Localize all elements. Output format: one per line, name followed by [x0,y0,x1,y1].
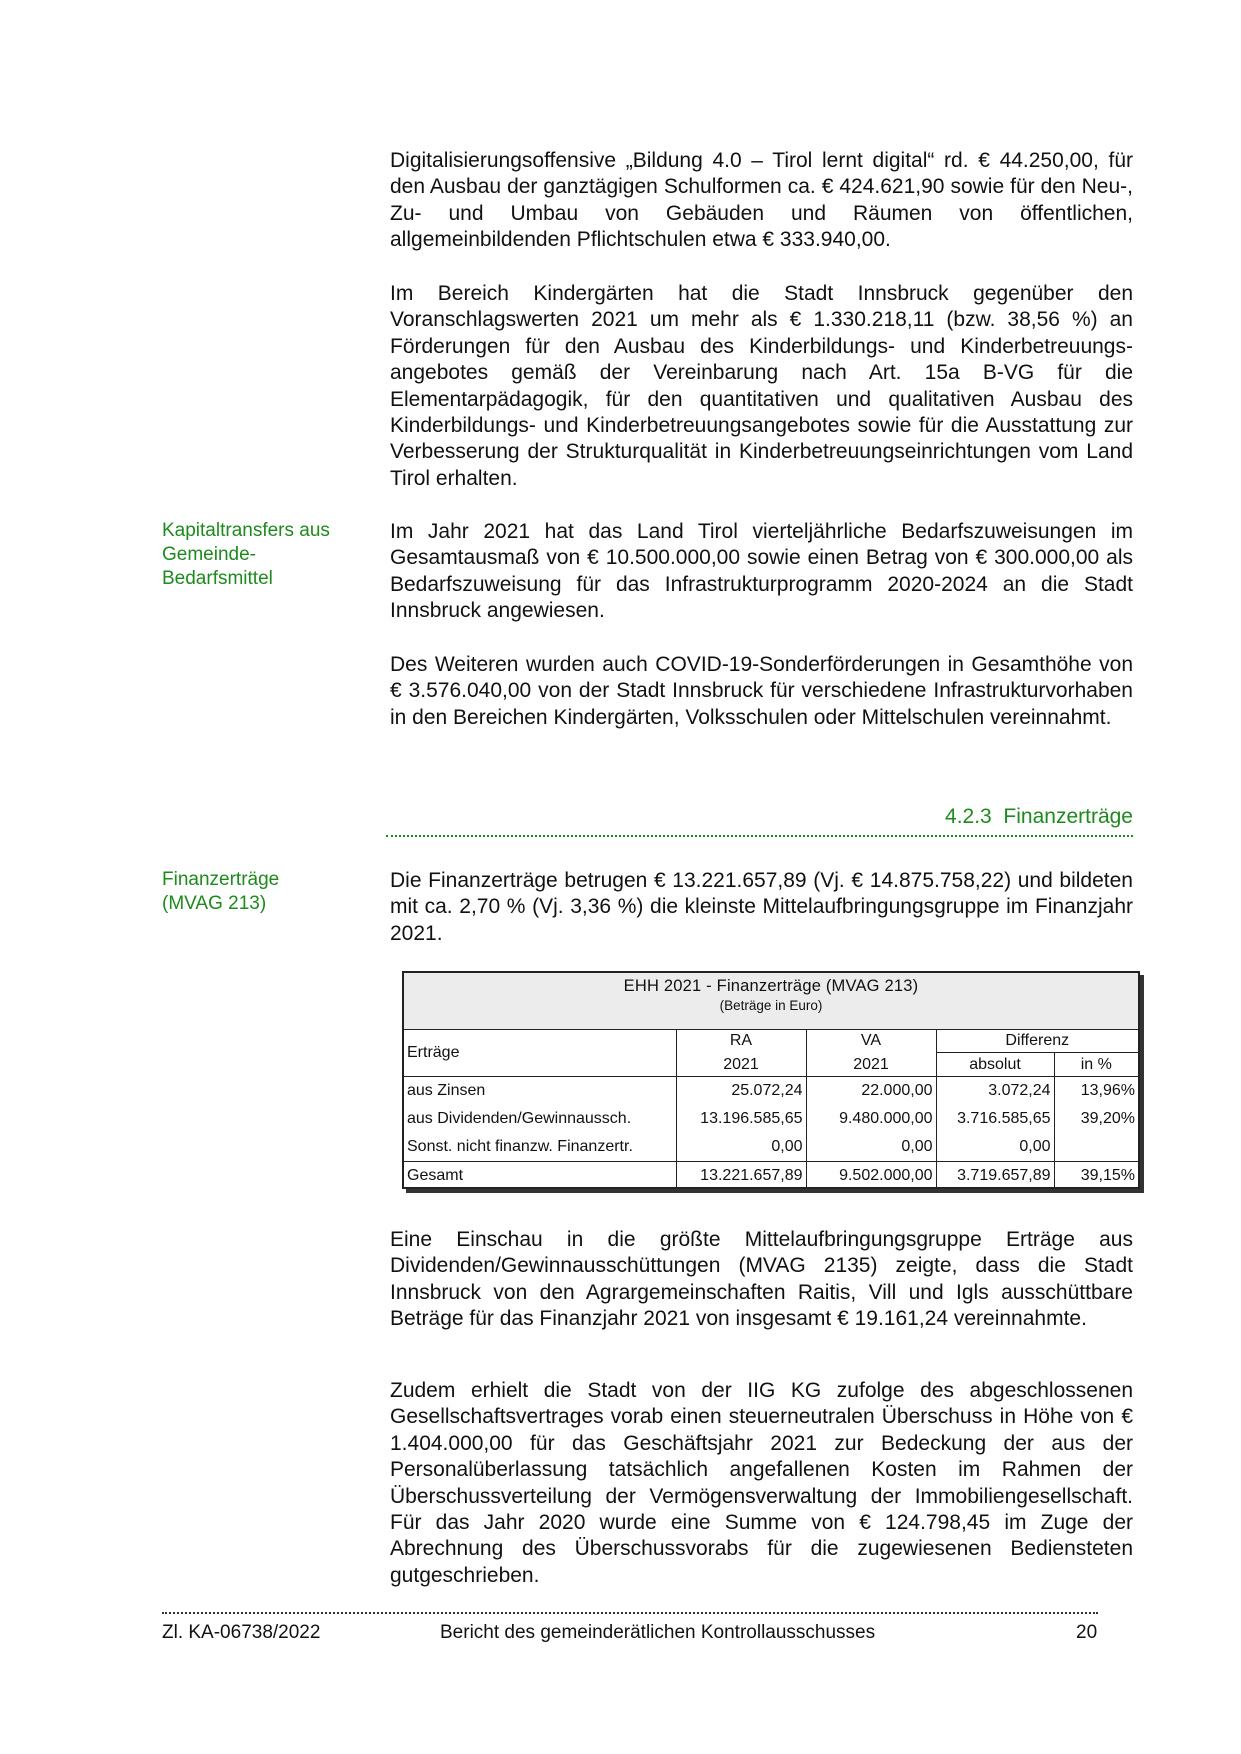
paragraph-iig: Zudem erhielt die Stadt von der IIG KG zufolge des abgeschlossenen Gesellschaftsvertrages vorab einen steuerneutralen Überschuss in Höhe von € 1.404.000,00 für das Geschäftsjahr 2021 zur Bedeckung der aus der Personalüberlassung tatsächlich angefallenen Kosten im Rahmen der Überschussverteilung der Vermögensverwaltung der Immobiliengesellschaft. Für das Jahr 2020 wurde eine Summe von € 124.798,45 im Zuge der Abrechnung des Überschussvorabs für die zugewiesenen Bediensteten gutgeschrieben. [390,1379,1133,1587]
header-pct: in % [1054,1053,1138,1077]
finanzertraege-table [402,971,1140,1189]
paragraph-dividenden: Eine Einschau in die größte Mittelaufbringungsgruppe Erträge aus Dividenden/Gewinnausschüttungen (MVAG 2135) zeigte, dass die Stadt Innsbruck von den Agrargemeinschaften Raitis, Vill und Igls ausschüttbare Beträge für das Finanzjahr 2021 von insgesamt € 19.161,24 vereinnahmte. [390,1228,1133,1331]
row-va: 9.480.000,00 [806,1105,936,1133]
total-abs: 3.719.657,89 [936,1162,1054,1190]
row-ra: 25.072,24 [676,1077,806,1106]
table-row [404,1077,1138,1106]
row-label: aus Zinsen [407,1082,486,1099]
row-label: aus Dividenden/Gewinnaussch. [407,1110,632,1127]
header-va-year: 2021 [806,1053,936,1077]
paragraph-covid: Des Weiteren wurden auch COVID-19-Sonderförderungen in Gesamthöhe von € 3.576.040,00 von der Stadt Innsbruck für verschiedene Infrastrukturvorhaben in den Bereichen Kindergärten, Volksschulen oder Mittelschulen vereinnahmt. [390,653,1133,729]
row-pct: 13,96% [1054,1077,1138,1106]
sidenote-finanz-line1: Finanzerträge [162,869,280,890]
row-va: 22.000,00 [806,1077,936,1106]
header-ertraege: Erträge [404,1029,676,1077]
paragraph-bedarfszuweisungen: Im Jahr 2021 hat das Land Tirol vierteljährliche Bedarfszuweisungen im Gesamtausmaß von € 10.500.000,00 sowie einen Betrag von € 300.000,00 als Bedarfszuweisung für das Infrastrukturprogramm 2020-2024 an die Stadt Innsbruck angewiesen. [390,520,1133,623]
row-label: Sonst. nicht finanzw. Finanzertr. [407,1138,633,1155]
table-header-row [404,1029,1138,1053]
footer-divider [162,1612,1098,1614]
header-ra: RA [676,1029,806,1053]
table-total-row [404,1162,1138,1190]
header-absolut: absolut [936,1053,1054,1077]
row-abs: 0,00 [936,1133,1054,1162]
table-caption [404,973,1138,1030]
section-title: Finanzerträge [1003,805,1133,828]
row-abs: 3.716.585,65 [936,1105,1054,1133]
row-pct [1054,1133,1138,1162]
row-pct: 39,20% [1054,1105,1138,1133]
header-va: VA [806,1029,936,1053]
total-label: Gesamt [404,1162,676,1190]
section-heading [386,805,1133,837]
total-ra: 13.221.657,89 [676,1162,806,1190]
paragraph-bildung: Digitalisierungsoffensive „Bildung 4.0 – Tirol lernt digital“ rd. € 44.250,00, für den Ausbau der ganztägigen Schulformen ca. € 424.621,90 sowie für den Neu-, Zu- und Umbau von Gebäuden und Räumen von öffentlichen, allgemeinbildenden Pflichtschulen etwa € 333.940,00. [390,149,1133,252]
section-number: 4.2.3 [945,805,992,828]
total-va: 9.502.000,00 [806,1162,936,1190]
paragraph-finanzertraege: Die Finanzerträge betrugen € 13.221.657,89 (Vj. € 14.875.758,22) und bildeten mit ca. 2,70 % (Vj. 3,36 %) die kleinste Mittelaufbringungsgruppe im Finanzjahr 2021. [390,869,1133,945]
row-ra: 13.196.585,65 [676,1105,806,1133]
row-ra: 0,00 [676,1133,806,1162]
row-va: 0,00 [806,1133,936,1162]
table-body [404,1029,1138,1189]
total-pct: 39,15% [1054,1162,1138,1190]
page-number: 20 [1076,1622,1098,1643]
table-row [404,1105,1138,1133]
header-ra-year: 2021 [676,1053,806,1077]
paragraph-kindergaerten: Im Bereich Kindergärten hat die Stadt Innsbruck gegenüber den Voranschlagswerten 2021 um mehr als € 1.330.218,11 (bzw. 38,56 %) an Förderungen für den Ausbau des Kinderbildungs- und Kinderbetreuungsangebotes gemäß der Vereinbarung nach Art. 15a B-VG für die Elementarpädagogik, für den quantitativen und qualitativen Ausbau des Kinderbildungs- und Kinderbetreuungsangebotes sowie für die Ausstattung zur Verbesserung der Strukturqualität in Kinderbetreuungseinrichtungen vom Land Tirol erhalten. [390,282,1133,490]
sidenote-kapitaltransfers: Kapitaltransfers aus Gemeinde-Bedarfsmittel [162,520,330,589]
table-row [404,1133,1138,1162]
sidenote-finanz-line2: (MVAG 213) [162,893,267,914]
footer-title: Bericht des gemeinderätlichen Kontrollausschusses [440,1622,876,1643]
table-title: EHH 2021 - Finanzerträge (MVAG 213) [623,977,919,995]
row-abs: 3.072,24 [936,1077,1054,1106]
sidenote-finanzertraege [162,868,362,916]
header-differenz: Differenz [936,1029,1138,1053]
table-subtitle: (Beträge in Euro) [719,998,823,1013]
footer-reference: Zl. KA-06738/2022 [162,1622,321,1643]
